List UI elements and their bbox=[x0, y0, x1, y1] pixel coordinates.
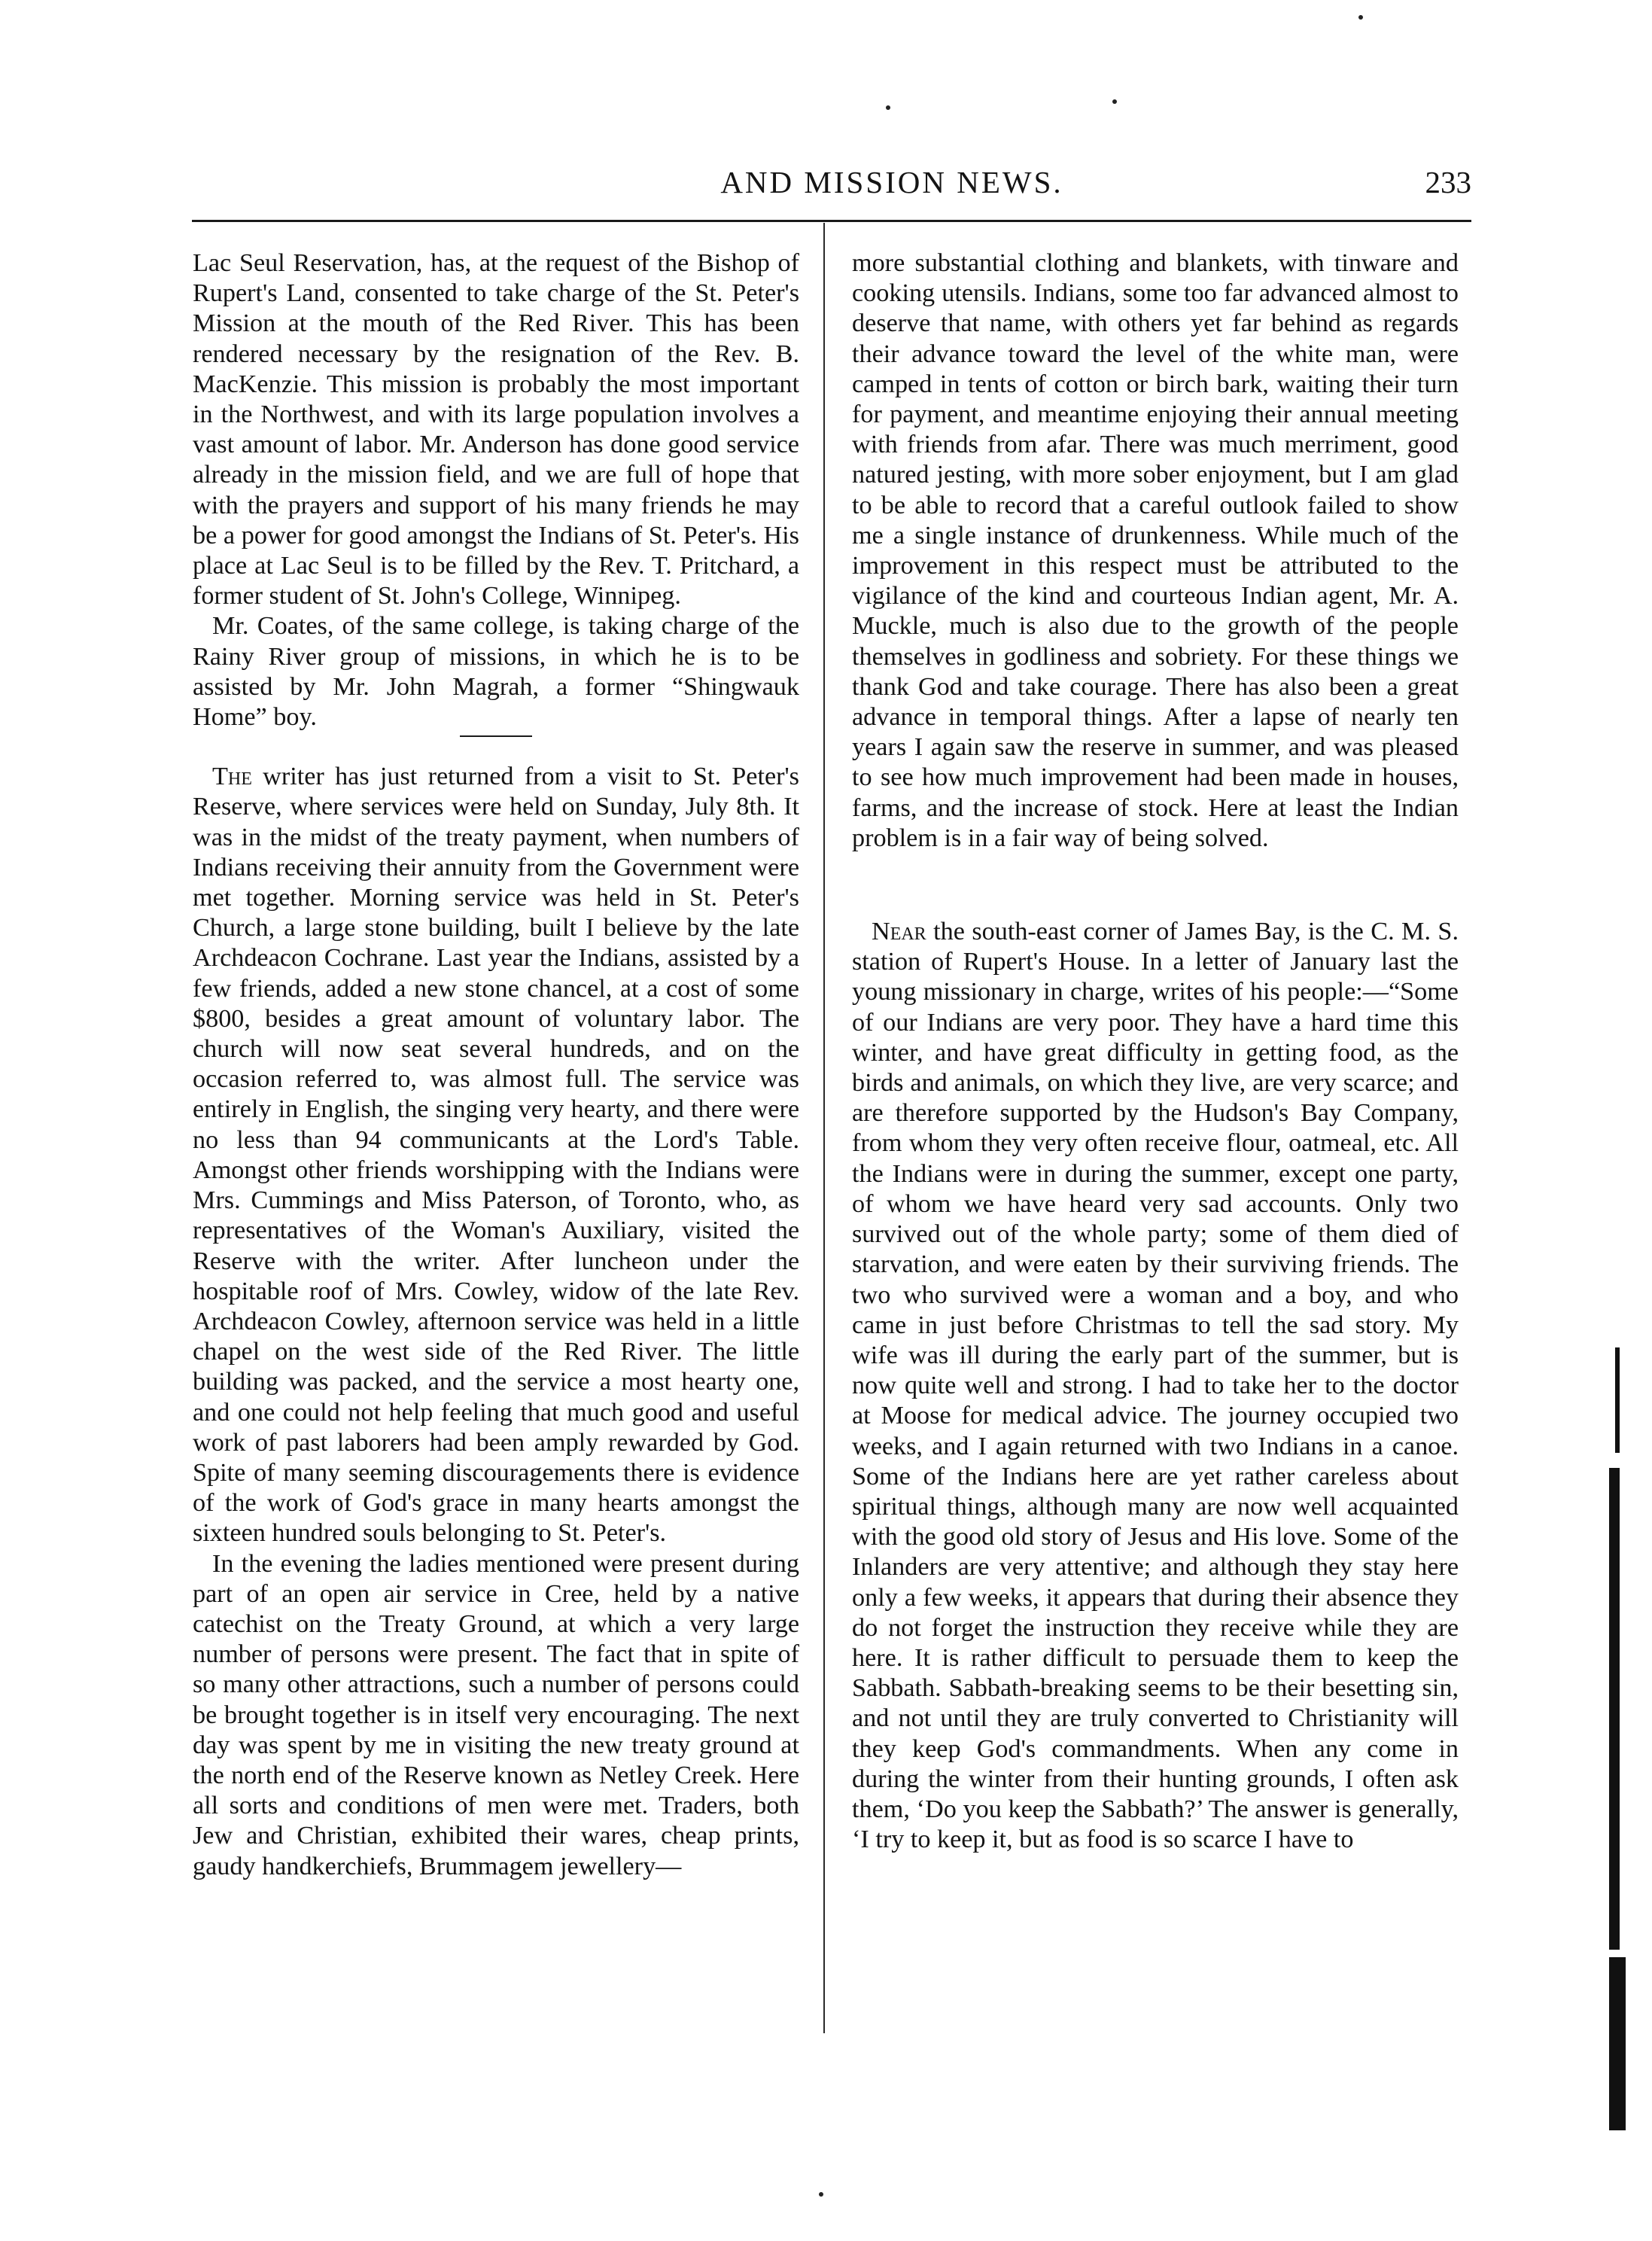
scan-speck bbox=[1112, 99, 1117, 104]
running-title: AND MISSION NEWS. bbox=[720, 165, 1063, 199]
column-divider bbox=[823, 223, 825, 2033]
paragraph-treaty-ground: more substantial clothing and blankets, with tinware and cooking utensils. Indians, some too far advanced almost to deserve that name, with others yet far behind as regards their advance toward the level of the white man, were camped in tents of cotton or birch bark, waiting their turn for payment, and meantime enjoying their annual meeting with friends from afar. There was much merriment, good natured jesting, with more sober enjoyment, but I am glad to be able to record that a careful outlook failed to show me a single instance of drunkenness. While much of the improvement in this respect must be attributed to the vigilance of the kind and courteous Indian agent, Mr. A. Muckle, much is also due to the growth of the people themselves in godliness and sobriety. For these things we thank God and take courage. There has also been a great advance in temporal things. After a lapse of nearly ten years I again saw the reserve in summer, and was pleased to see how much improvement had been made in houses, farms, and the increase of stock. Here at least the Indian problem is in a fair way of being solved. bbox=[852, 249, 1459, 852]
scan-margin-mark bbox=[1609, 1468, 1620, 1950]
scan-speck bbox=[886, 105, 890, 110]
scan-margin-mark bbox=[1609, 1957, 1626, 2130]
paragraph-st-peters-visit bbox=[193, 762, 799, 1548]
page-header bbox=[192, 164, 1471, 217]
header-rule bbox=[192, 220, 1471, 222]
scan-speck bbox=[819, 2192, 823, 2197]
paragraph-rainy-river: Mr. Coates, of the same college, is taking charge of the Rainy River group of missions, in which he is to be assisted by Mr. John Magrah, a former “Shingwauk Home” boy. bbox=[193, 612, 799, 732]
section-gap bbox=[852, 854, 1459, 917]
paragraph-body: writer has just returned from a visit to St. Peter's Reserve, where services were held on Sunday, July 8th. It was in the midst of the treaty payment, when numbers of Indians receiving their annuity from the Government were met together. Morning service was held in St. Peter's Church, a large stone building, built I believe by the late Archdeacon Cochrane. Last year the Indians, assisted by a few friends, added a new stone chancel, at a cost of some $800, besides a great amount of voluntary labor. The church will now seat several hundreds, and on the occasion referred to, was almost full. The service was entirely in English, the singing very hearty, and there were no less than 94 communicants at the Lord's Table. Amongst other friends worshipping with the Indians were Mrs. Cummings and Miss Paterson, of Toronto, who, as representatives of the Woman's Auxiliary, visited the Reserve with the writer. After luncheon under the hospitable roof of Mrs. Cowley, widow of the late Rev. Archdeacon Cowley, afternoon service was held in a little chapel on the west side of the Red River. The little building was packed, and the service a most hearty one, and one could not help feeling that much good and useful work of past laborers had been amply rewarded by God. Spite of many seeming discouragements there is evidence of the work of God's grace in many hearts amongst the sixteen hundred souls belonging to St. Peter's. bbox=[193, 763, 799, 1548]
scan-speck bbox=[1358, 15, 1363, 20]
left-column bbox=[193, 248, 799, 1882]
right-column bbox=[852, 248, 1459, 1855]
lead-word: Near bbox=[872, 918, 926, 946]
page-number: 233 bbox=[1425, 165, 1471, 199]
scan-margin-mark bbox=[1615, 1347, 1620, 1453]
lead-word: The bbox=[212, 763, 252, 791]
paragraph-ruperts-house bbox=[852, 917, 1459, 1855]
paragraph-body: the south-east corner of James Bay, is the C. M. S. station of Rupert's House. In a letter of January last the young missionary in charge, writes of his people:—“Some of our Indians are very poor. They have a hard time this winter, and have great difficulty in getting food, as the birds and animals, on which they live, are very scarce; and are therefore supported by the Hudson's Bay Company, from whom they very often receive flour, oatmeal, etc. All the Indians were in during the summer, except one party, of whom we have heard very sad accounts. Only two survived out of the whole party; some of them died of starvation, and were eaten by their surviving friends. The two who survived were a woman and a boy, and who came in just before Christmas to tell the sad story. My wife was ill during the early part of the summer, but is now quite well and strong. I had to take her to the doctor at Moose for medical advice. The journey occupied two weeks, and I again returned with two Indians in a canoe. Some of the Indians here are yet rather careless about spiritual things, although many are now well acquainted with the good old story of Jesus and His love. Some of the Inlanders are very attentive; and although they stay here only a few weeks, it appears that during their absence they do not forget the instruction they receive while they are here. It is rather difficult to persuade them to keep the Sabbath. Sabbath-breaking seems to be their besetting sin, and not until they are truly converted to Christianity will they keep God's commandments. When any come in during the winter from their hunting grounds, I often ask them, ‘Do you keep the Sabbath?’ The answer is generally, ‘I try to keep it, but as food is so scarce I have to bbox=[852, 918, 1459, 1854]
paragraph-evening-service: In the evening the ladies mentioned were present during part of an open air service in Cree, held by a native catechist on the Treaty Ground, at which a very large number of persons were present. The fact that in spite of so many other attractions, such a number of persons could be brought together is in itself very encouraging. The next day was spent by me in visiting the new treaty ground at the north end of the Reserve known as Netley Creek. Here all sorts and conditions of men were met. Traders, both Jew and Christian, exhibited their wares, cheap prints, gaudy handkerchiefs, Brummagem jewellery— bbox=[193, 1549, 799, 1880]
paragraph-lac-seul: Lac Seul Reservation, has, at the request of the Bishop of Rupert's Land, consented to take charge of the St. Peter's Mission at the mouth of the Red River. This has been rendered necessary by the resignation of the Rev. B. MacKenzie. This mission is probably the most important in the Northwest, and with its large population involves a vast amount of labor. Mr. Anderson has done good service already in the mission field, and we are full of hope that with the prayers and support of his many friends he may be a power for good amongst the Indians of St. Peter's. His place at Lac Seul is to be filled by the Rev. T. Pritchard, a former student of St. John's College, Winnipeg. bbox=[193, 249, 799, 610]
section-separator bbox=[460, 735, 532, 737]
